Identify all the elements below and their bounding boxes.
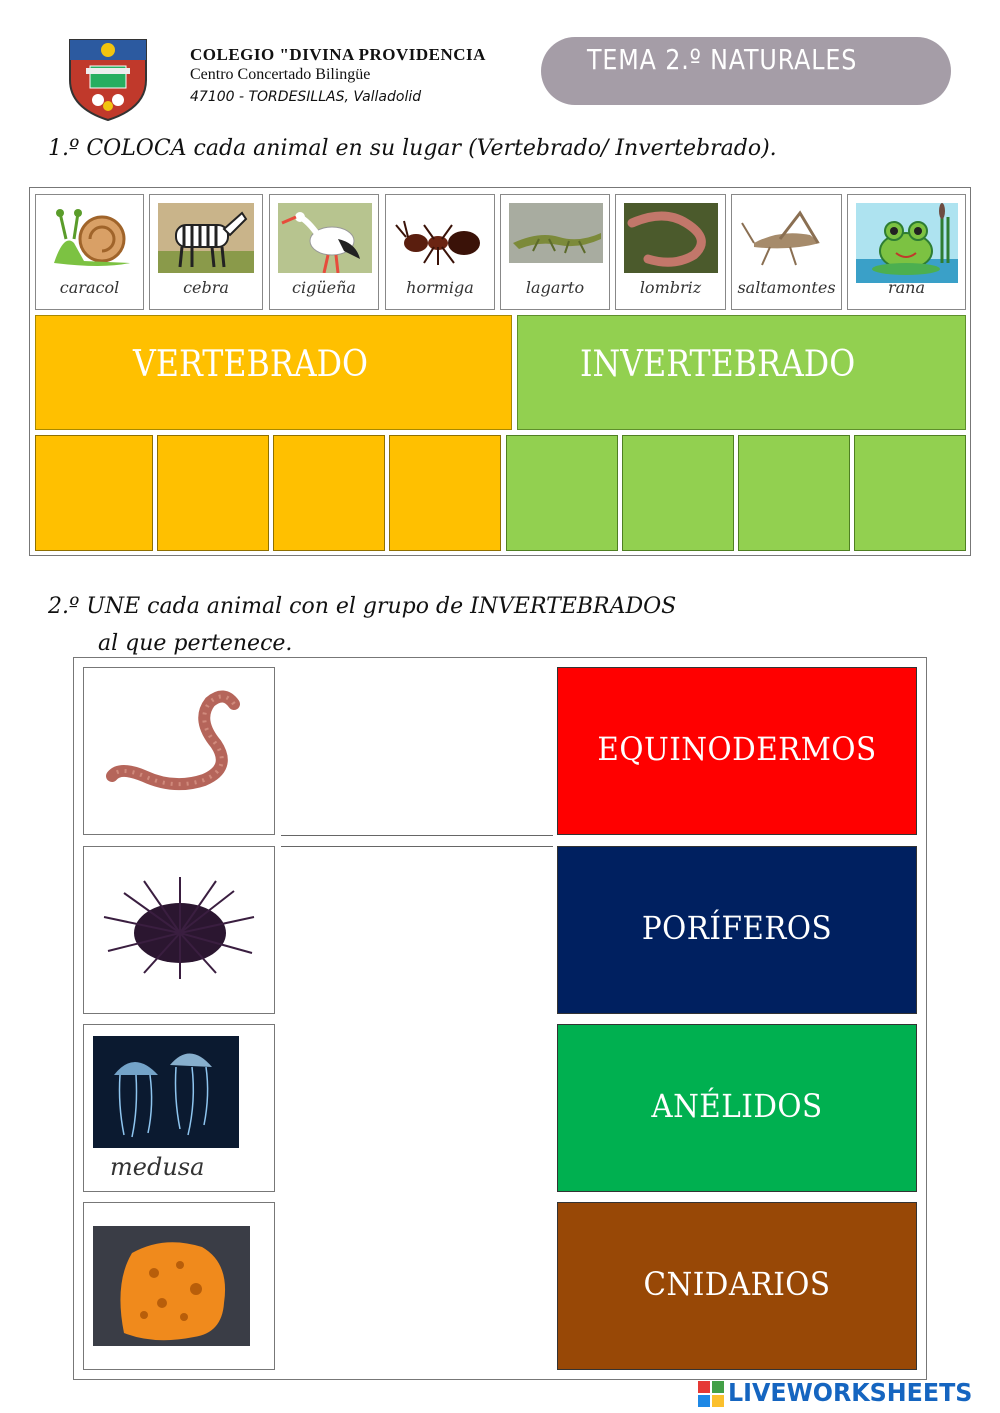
invertebrate-drop-slot[interactable] — [738, 435, 850, 551]
animal-label: hormiga — [406, 278, 474, 297]
exercise1-instruction: 1.º COLOCA cada animal en su lugar (Vertebrado/ Invertebrado). — [48, 136, 777, 161]
sea-sponge-icon — [84, 1203, 276, 1371]
draggable-animal-card[interactable] — [149, 194, 263, 310]
snail-icon — [44, 203, 136, 273]
vertebrate-drop-slot[interactable] — [273, 435, 385, 551]
matching-animal-card[interactable] — [83, 846, 275, 1014]
group-target-anelidos[interactable] — [557, 1024, 917, 1192]
exercise1-panel — [29, 187, 971, 556]
vertebrate-drop-slot[interactable] — [35, 435, 153, 551]
matching-animal-card[interactable] — [83, 1202, 275, 1370]
draggable-animal-card[interactable] — [500, 194, 610, 310]
group-label: EQUINODERMOS — [597, 730, 877, 768]
school-info — [190, 44, 486, 107]
earthworm-icon — [84, 668, 276, 836]
frog-icon — [856, 203, 958, 283]
draggable-animal-card[interactable] — [385, 194, 495, 310]
draggable-animal-card[interactable] — [35, 194, 144, 310]
grasshopper-icon — [740, 203, 834, 273]
invertebrate-drop-slot[interactable] — [506, 435, 618, 551]
group-label: PORÍFEROS — [641, 909, 833, 947]
invertebrate-header — [517, 315, 966, 430]
invertebrate-drop-slot[interactable] — [622, 435, 734, 551]
draggable-animal-card[interactable] — [847, 194, 966, 310]
ant-icon — [394, 203, 488, 273]
sea-urchin-icon — [84, 847, 276, 1015]
exercise2-instruction — [48, 588, 676, 662]
vertebrate-drop-slot[interactable] — [389, 435, 501, 551]
draggable-animal-card[interactable] — [731, 194, 842, 310]
invertebrate-label: INVERTEBRADO — [580, 344, 856, 385]
zebra-icon — [158, 203, 254, 273]
topic-badge — [541, 37, 951, 105]
exercise2-instruction-line1: 2.º UNE cada animal con el grupo de INVERTEBRADOS — [48, 594, 677, 619]
animal-label: caracol — [59, 278, 120, 297]
exercise2-instruction-line2: al que pertenece. — [98, 631, 293, 656]
animal-label: rana — [887, 278, 926, 297]
vertebrate-label: VERTEBRADO — [133, 344, 368, 385]
vertebrate-drop-slot[interactable] — [157, 435, 269, 551]
school-address: 47100 - TORDESILLAS, Valladolid — [190, 89, 422, 106]
brand-label: LIVEWORKSHEETS — [728, 1378, 973, 1407]
draggable-animal-card[interactable] — [615, 194, 726, 310]
group-target-equinodermos[interactable] — [557, 667, 917, 835]
connector-line — [281, 835, 553, 836]
liveworksheets-logo-icon — [698, 1381, 724, 1407]
group-label: ANÉLIDOS — [651, 1087, 823, 1125]
school-subtitle: Centro Concertado Bilingüe — [190, 66, 371, 84]
school-crest-icon — [62, 30, 154, 122]
lizard-icon — [509, 203, 603, 273]
group-label: CNIDARIOS — [643, 1265, 831, 1303]
vertebrate-header — [35, 315, 512, 430]
worm-icon — [624, 203, 718, 273]
animal-label: lombriz — [639, 278, 702, 297]
connector-line — [281, 846, 553, 847]
animal-label: lagarto — [525, 278, 585, 297]
invertebrate-drop-slot[interactable] — [854, 435, 966, 551]
group-target-poriferos[interactable] — [557, 846, 917, 1014]
animal-label: cigüeña — [292, 278, 356, 297]
stork-icon — [278, 203, 372, 273]
matching-animal-card[interactable] — [83, 1024, 275, 1192]
school-name: COLEGIO "DIVINA PROVIDENCIA — [190, 45, 486, 64]
animal-label: cebra — [183, 278, 229, 297]
animal-label: saltamontes — [737, 278, 836, 297]
group-target-cnidarios[interactable] — [557, 1202, 917, 1370]
topic-label: TEMA 2.º NATURALES — [587, 43, 858, 76]
jellyfish-icon — [84, 1025, 276, 1155]
exercise2-panel — [73, 657, 927, 1380]
matching-animal-card[interactable] — [83, 667, 275, 835]
draggable-animal-card[interactable] — [269, 194, 379, 310]
animal-label: medusa — [110, 1153, 205, 1181]
